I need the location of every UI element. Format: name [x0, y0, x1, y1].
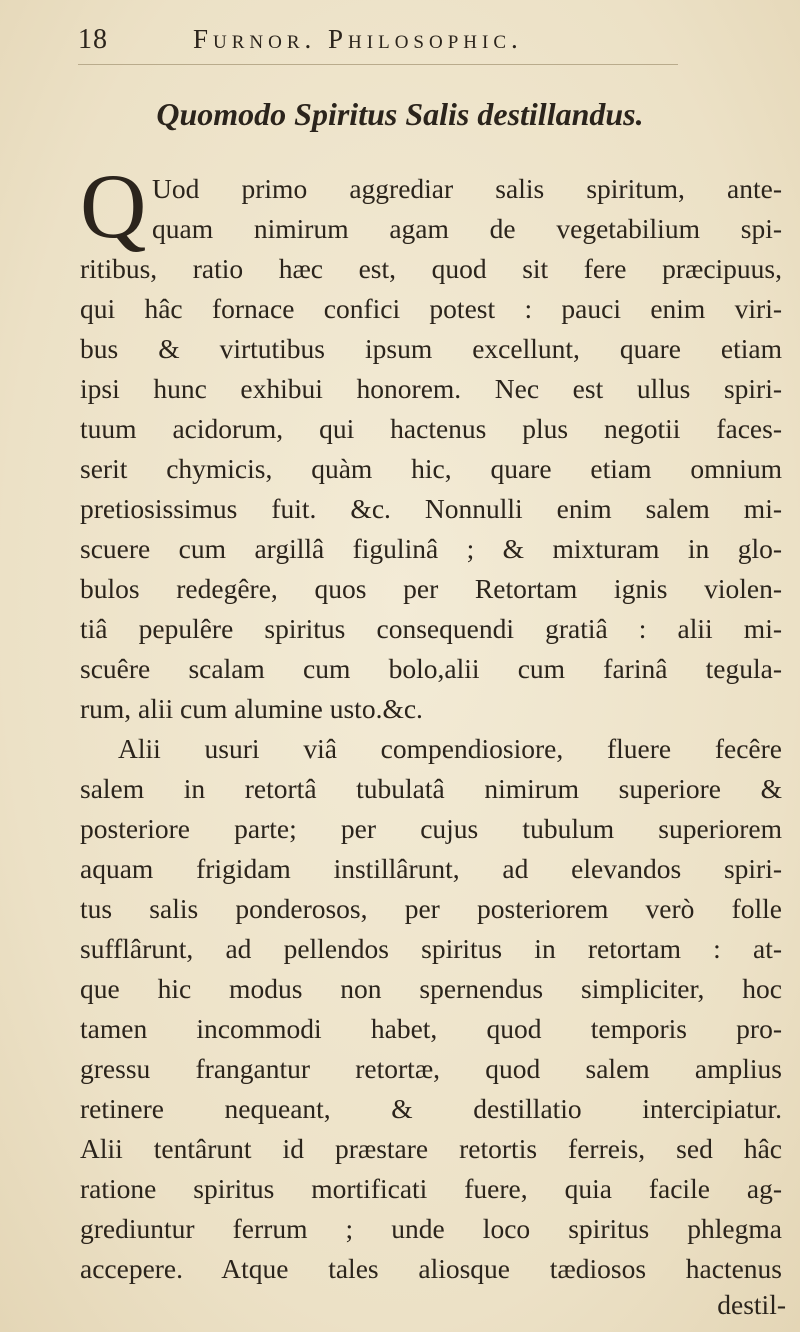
text-line-17: posteriore parte; per cujus tubulum superiorem — [80, 813, 782, 844]
text-line-20: sufflârunt, ad pellendos spiritus in retortam : at- — [80, 933, 782, 964]
text-line-2: quam nimirum agam de vegetabilium spi- — [152, 213, 782, 244]
page-number: 18 — [78, 24, 108, 55]
text-line-9: pretiosissimus fuit. &c. Nonnulli enim salem mi- — [80, 493, 782, 524]
text-line-27: grediuntur ferrum ; unde loco spiritus phlegma — [80, 1213, 782, 1244]
running-title: Furnor. Philosophic. — [193, 24, 523, 54]
text-line-7: tuum acidorum, qui hactenus plus negotii faces- — [80, 413, 782, 444]
text-line-3: ritibus, ratio hæc est, quod sit fere præcipuus, — [80, 253, 782, 284]
text-line-1: Uod primo aggrediar salis spiritum, ante- — [152, 173, 782, 204]
text-line-18: aquam frigidam instillârunt, ad elevandos spiri- — [80, 853, 782, 884]
text-line-15: Alii usuri viâ compendiosiore, fluere fecêre — [118, 733, 782, 764]
text-line-24: retinere nequeant, & destillatio intercipiatur. — [80, 1093, 782, 1124]
text-line-21: que hic modus non spernendus simpliciter, hoc — [80, 973, 782, 1004]
text-line-11: bulos redegêre, quos per Retortam ignis violen- — [80, 573, 782, 604]
text-line-16: salem in retortâ tubulatâ nimirum superiore & — [80, 773, 782, 804]
section-title: Quomodo Spiritus Salis destillandus. — [156, 96, 644, 132]
text-line-14: rum, alii cum alumine usto.&c. — [80, 693, 423, 724]
catchword: destil- — [717, 1289, 786, 1320]
drop-cap: Q — [80, 155, 147, 257]
text-line-10: scuere cum argillâ figulinâ ; & mixturam in glo- — [80, 533, 782, 564]
text-line-4: qui hâc fornace confici potest : pauci enim viri- — [80, 293, 782, 324]
text-line-26: ratione spiritus mortificati fuere, quia facile ag- — [80, 1173, 782, 1204]
text-line-23: gressu frangantur retortæ, quod salem amplius — [80, 1053, 782, 1084]
text-line-22: tamen incommodi habet, quod temporis pro- — [80, 1013, 782, 1044]
text-line-28: accepere. Atque tales aliosque tædiosos hactenus — [80, 1253, 782, 1284]
page-header — [78, 20, 718, 60]
text-line-5: bus & virtutibus ipsum excellunt, quare etiam — [80, 333, 782, 364]
text-line-19: tus salis ponderosos, per posteriorem verò folle — [80, 893, 782, 924]
text-line-25: Alii tentârunt id præstare retortis ferreis, sed hâc — [80, 1133, 782, 1164]
text-line-6: ipsi hunc exhibui honorem. Nec est ullus spiri- — [80, 373, 782, 404]
text-line-12: tiâ pepulêre spiritus consequendi gratiâ : alii mi- — [80, 613, 782, 644]
header-rule — [78, 64, 678, 65]
text-line-13: scuêre scalam cum bolo,alii cum farinâ tegula- — [80, 653, 782, 684]
text-line-8: serit chymicis, quàm hic, quare etiam omnium — [80, 453, 782, 484]
